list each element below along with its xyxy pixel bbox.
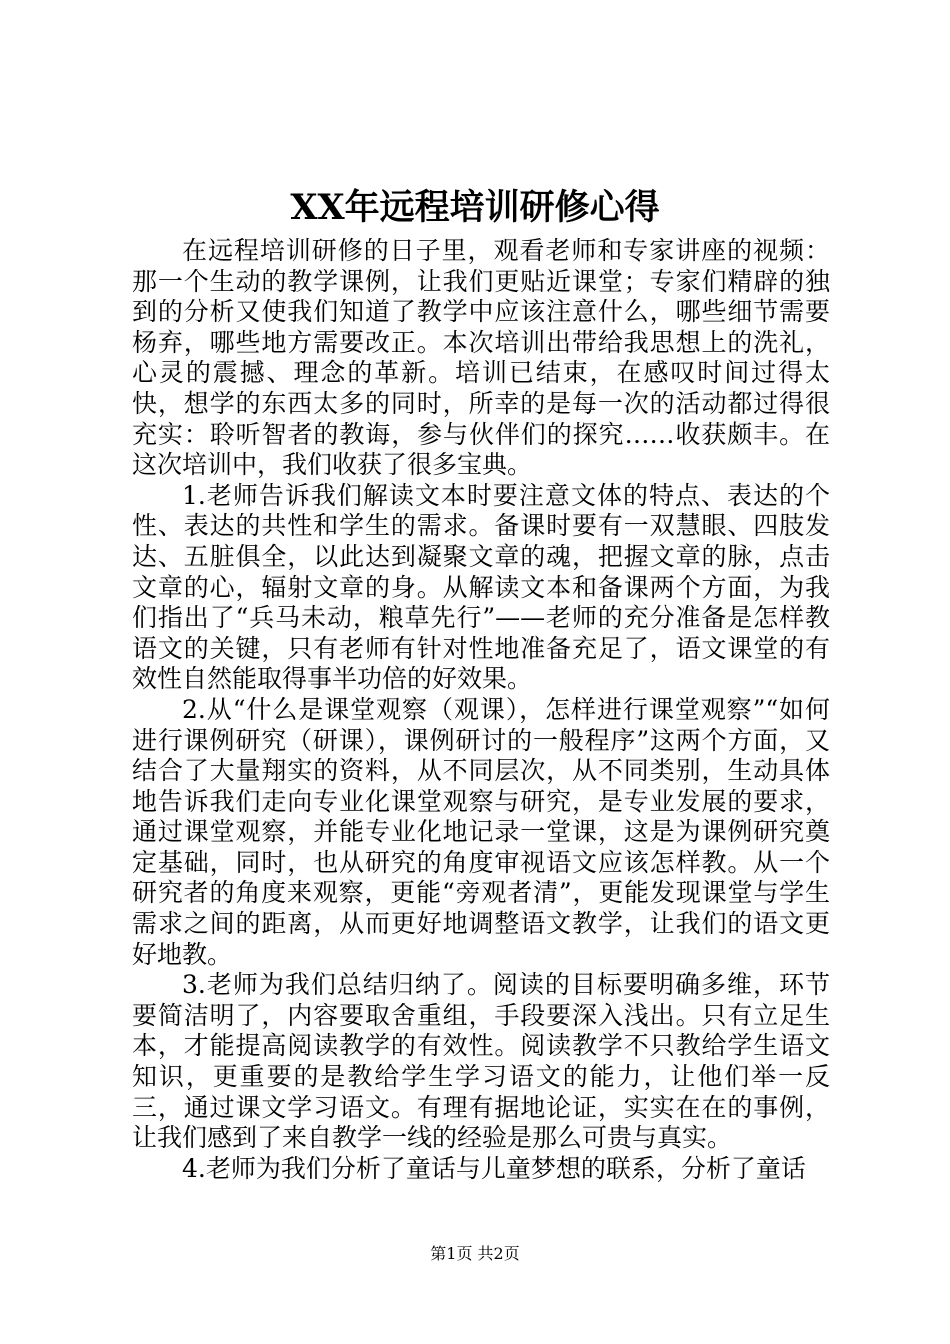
document-title: XX年远程培训研修心得	[290, 187, 660, 228]
document-body	[132, 236, 830, 1184]
page-footer: 第1页 共2页	[430, 1244, 520, 1263]
paragraph-point-1: 1.老师告诉我们解读文本时要注意文体的特点、表达的个性、表达的共性和学生的需求。备课时要有一双慧眼、四肢发达、五脏俱全，以此达到凝聚文章的魂，把握文章的脉，点击文章的心，辐射文章的身。从解读文本和备课两个方面，为我们指出了“兵马未动，粮草先行”——老师的充分准备是怎样教语文的关键，只有老师有针对性地准备充足了，语文课堂的有效性自然能取得事半功倍的好效果。	[132, 480, 830, 694]
paragraph-point-2: 2.从“什么是课堂观察（观课），怎样进行课堂观察”“如何进行课例研究（研课），课例研讨的一般程序”这两个方面，又结合了大量翔实的资料，从不同层次，从不同类别，生动具体地告诉我们走向专业化课堂观察与研究，是专业发展的要求，通过课堂观察，并能专业化地记录一堂课，这是为课例研究奠定基础，同时，也从研究的角度审视语文应该怎样教。从一个研究者的角度来观察，更能“旁观者清”，更能发现课堂与学生需求之间的距离，从而更好地调整语文教学，让我们的语文更好地教。	[132, 694, 830, 969]
paragraph-point-4: 4.老师为我们分析了童话与儿童梦想的联系，分析了童话	[182, 1153, 806, 1183]
paragraph-intro: 在远程培训研修的日子里，观看老师和专家讲座的视频：那一个生动的教学课例，让我们更贴近课堂；专家们精辟的独到的分析又使我们知道了教学中应该注意什么，哪些细节需要杨弃，哪些地方需要改正。本次培训出带给我思想上的洗礼，心灵的震撼、理念的革新。培训已结束，在感叹时间过得太快，想学的东西太多的同时，所幸的是每一次的活动都过得很充实：聆听智者的教诲，参与伙伴们的探究……收获颇丰。在这次培训中，我们收获了很多宝典。	[132, 236, 830, 480]
paragraph-point-3: 3.老师为我们总结归纳了。阅读的目标要明确多维，环节要简洁明了，内容要取舍重组，手段要深入浅出。只有立足生本，才能提高阅读教学的有效性。阅读教学不只教给学生语文知识，更重要的是教给学生学习语文的能力，让他们举一反三，通过课文学习语文。有理有据地论证，实实在在的事例，让我们感到了来自教学一线的经验是那么可贵与真实。	[132, 970, 830, 1153]
